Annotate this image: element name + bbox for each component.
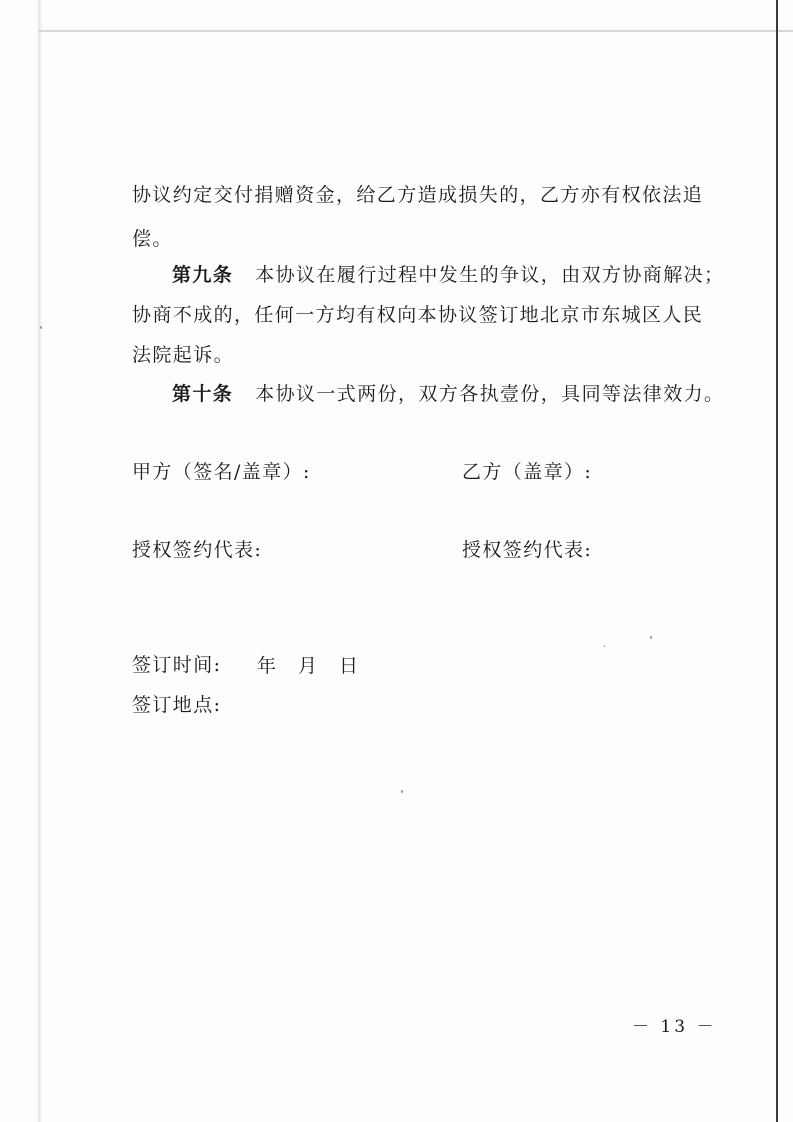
- scan-edge-right: [776, 0, 778, 1122]
- month-char: 月: [298, 655, 318, 677]
- body-line-1: 协议约定交付捐赠资金，给乙方造成损失的，乙方亦有权依法追: [132, 184, 704, 206]
- article-9-line-3: 法院起诉。: [132, 344, 235, 366]
- article-10-heading: 第十条: [172, 383, 234, 405]
- scan-speck: [401, 790, 403, 793]
- body-line-2: 偿。: [132, 228, 173, 250]
- article-10-text: 本协议一式两份，双方各执壹份，具同等法律效力。: [255, 383, 725, 405]
- scan-speck: [604, 645, 605, 647]
- article-9-heading: 第九条: [172, 264, 234, 286]
- scan-edge-left: [38, 0, 42, 1122]
- sign-place-label: 签订地点:: [132, 694, 222, 716]
- article-9-text-1: 本协议在履行过程中发生的争议，由双方协商解决；: [255, 264, 725, 286]
- article-9-line-1: [172, 260, 752, 287]
- sign-time-label: 签订时间:: [132, 654, 222, 676]
- scan-speck: [650, 636, 652, 639]
- party-a-label: 甲方（签名/盖章）:: [132, 461, 311, 483]
- page-number: － 13 －: [632, 1017, 717, 1037]
- article-10-line: [172, 379, 752, 406]
- party-b-label: 乙方（盖章）:: [462, 461, 593, 483]
- party-a-representative-label: 授权签约代表:: [132, 539, 263, 561]
- scan-edge-top: [38, 30, 793, 32]
- article-9-line-2: 协商不成的，任何一方均有权向本协议签订地北京市东城区人民: [132, 304, 704, 326]
- scan-speck: [40, 326, 42, 329]
- year-char: 年: [257, 655, 277, 677]
- party-b-representative-label: 授权签约代表:: [462, 539, 593, 561]
- day-char: 日: [339, 655, 359, 677]
